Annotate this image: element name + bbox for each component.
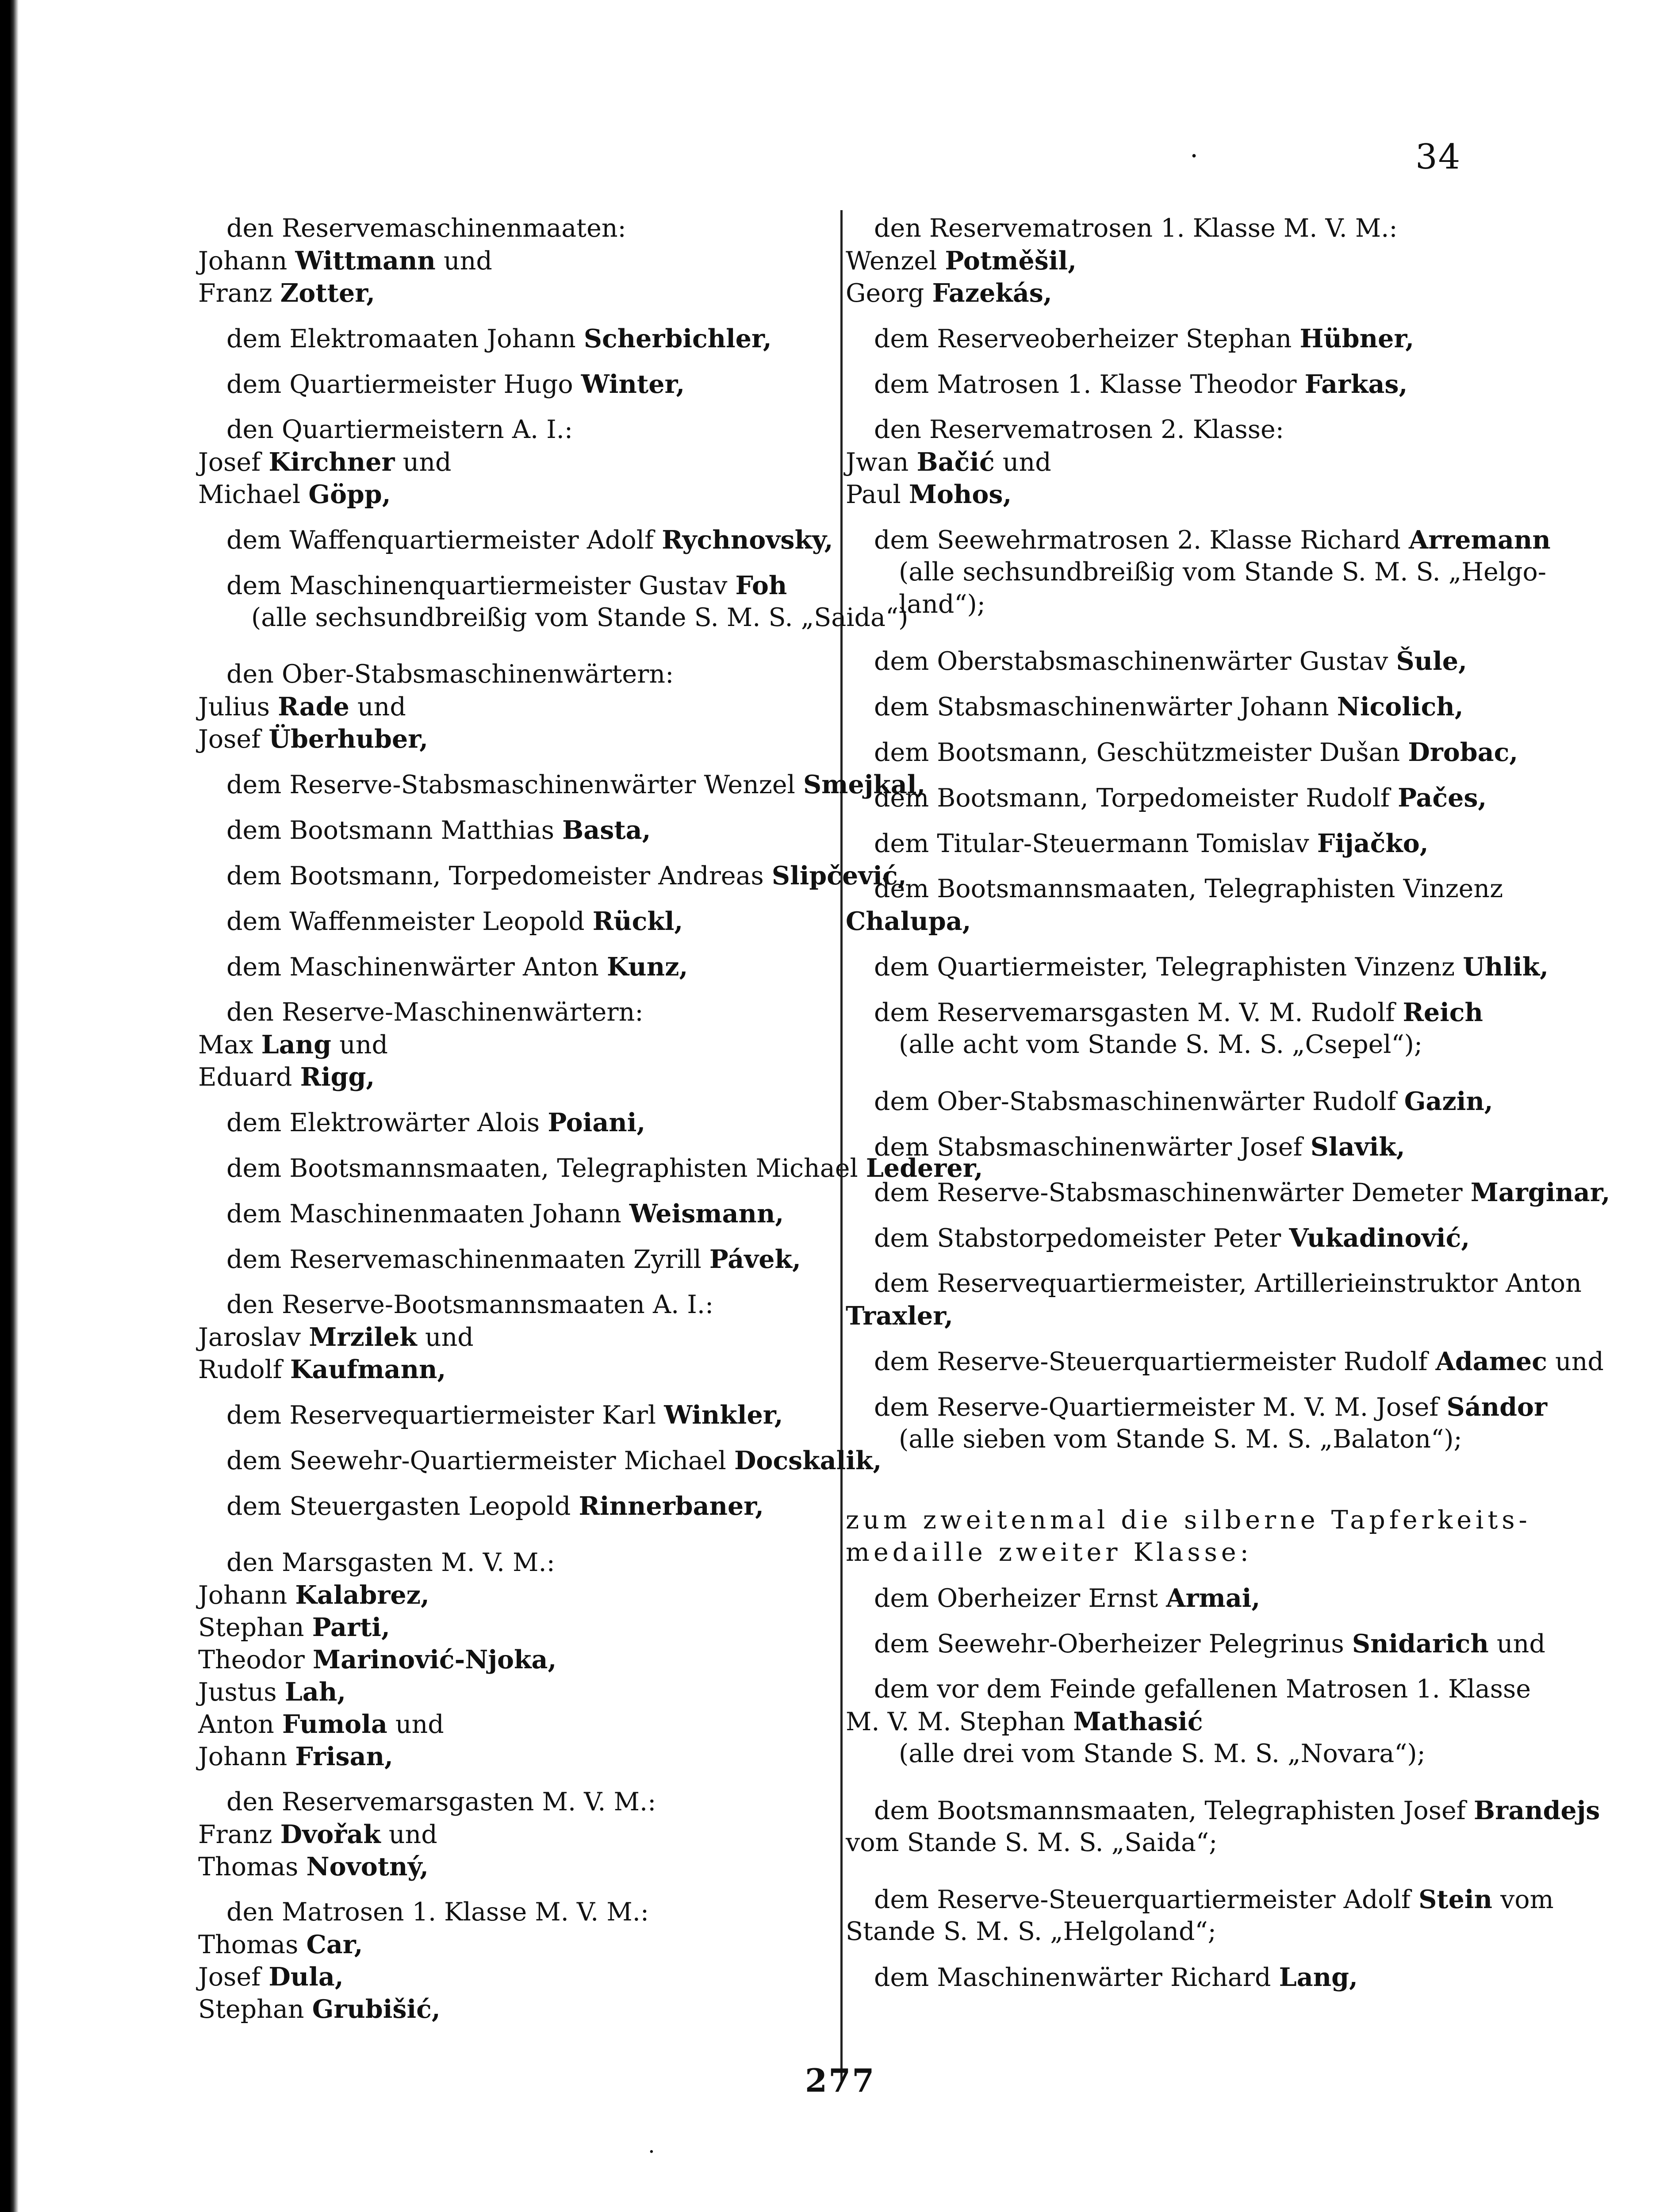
text-line: dem Stabsmaschinenwärter Josef Slavik, (874, 1132, 1405, 1162)
text-line: dem Titular-Steuermann Tomislav Fijačko, (874, 829, 1429, 858)
text-line: (alle acht vom Stande S. M. S. „Csepel“); (899, 1030, 1423, 1059)
text-line: den Reservematrosen 1. Klasse M. V. M.: (874, 214, 1398, 243)
text-line: Theodor Marinović-Njoka, (198, 1645, 557, 1674)
text-line: Eduard Rigg, (198, 1062, 375, 1092)
column-divider (840, 210, 843, 2081)
text-line: Josef Dula, (198, 1962, 344, 1992)
text-line: Jaroslav Mrzilek und (198, 1322, 474, 1352)
text-line: dem Bootsmannsmaaten, Telegraphisten Michael Lederer, (226, 1153, 983, 1183)
text-line: dem Waffenmeister Leopold Rückl, (226, 906, 683, 936)
text-line: dem Maschinenwärter Richard Lang, (874, 1962, 1358, 1992)
text-line: Paul Mohos, (846, 480, 1012, 509)
text-line: dem Reservequartiermeister, Artillerieinstruktor Anton (874, 1269, 1582, 1298)
text-line: den Reserve-Bootsmannsmaaten A. I.: (226, 1290, 714, 1319)
text-line: Johann Wittmann und (198, 246, 492, 276)
text-line: dem vor dem Feinde gefallenen Matrosen 1. Klasse (874, 1674, 1531, 1704)
scan-edge-shadow (0, 0, 19, 2212)
text-line: dem Bootsmann, Torpedomeister Rudolf Pačes, (874, 783, 1487, 813)
text-line: Justus Lah, (198, 1677, 346, 1707)
text-line: Franz Zotter, (198, 278, 375, 308)
text-line: dem Maschinenwärter Anton Kunz, (226, 952, 688, 982)
text-line: den Quartiermeistern A. I.: (226, 415, 573, 444)
text-line: dem Reservemarsgasten M. V. M. Rudolf Reich (874, 998, 1483, 1027)
text-line: dem Stabsmaschinenwärter Johann Nicolich, (874, 692, 1464, 722)
text-line: M. V. M. Stephan Mathasić (846, 1707, 1203, 1736)
text-line: Stande S. M. S. „Helgoland“; (846, 1917, 1216, 1946)
text-line: dem Bootsmann, Geschützmeister Dušan Drobac, (874, 737, 1518, 767)
text-line: dem Bootsmannsmaaten, Telegraphisten Josef Brandejs (874, 1796, 1600, 1825)
text-line: land“); (899, 590, 985, 619)
text-line: dem Bootsmann Matthias Basta, (226, 815, 651, 845)
text-line: (alle sechsundbreißig vom Stande S. M. S. „Saida“) (251, 603, 908, 632)
text-line: dem Reserve-Quartiermeister M. V. M. Josef Sándor (874, 1392, 1547, 1422)
text-line: dem Oberheizer Ernst Armai, (874, 1583, 1261, 1613)
text-line: dem Quartiermeister Hugo Winter, (226, 369, 685, 399)
text-line: Thomas Novotný, (198, 1852, 429, 1882)
text-line: dem Reserve-Steuerquartiermeister Rudolf Adamec und (874, 1347, 1604, 1376)
text-line: dem Quartiermeister, Telegraphisten Vinzenz Uhlik, (874, 952, 1549, 982)
speck: . (648, 2132, 655, 2158)
text-line: Johann Frisan, (198, 1742, 393, 1771)
text-line: Rudolf Kaufmann, (198, 1355, 446, 1384)
text-line: Max Lang und (198, 1030, 388, 1060)
text-line: Stephan Parti, (198, 1613, 390, 1642)
text-line: dem Oberstabsmaschinenwärter Gustav Šule, (874, 646, 1467, 676)
text-line: Michael Göpp, (198, 480, 391, 509)
text-line: dem Seewehrmatrosen 2. Klasse Richard Arremann (874, 525, 1551, 555)
text-line: den Reservemaschinenmaaten: (226, 214, 626, 243)
text-line: dem Maschinenquartiermeister Gustav Foh (226, 571, 787, 600)
text-line: den Reservematrosen 2. Klasse: (874, 415, 1284, 444)
text-line: Franz Dvořak und (198, 1820, 437, 1849)
text-line: Stephan Grubišić, (198, 1994, 441, 2024)
page-number-top: 34 (1415, 137, 1461, 177)
text-line: vom Stande S. M. S. „Saida“; (846, 1828, 1218, 1857)
text-line: dem Reservemaschinenmaaten Zyrill Pávek, (226, 1244, 801, 1274)
text-line: (alle drei vom Stande S. M. S. „Novara“); (899, 1739, 1426, 1768)
text-line: dem Stabstorpedomeister Peter Vukadinović, (874, 1223, 1470, 1253)
page-number-bottom: 277 (805, 2062, 876, 2099)
text-line: den Reservemarsgasten M. V. M.: (226, 1787, 656, 1816)
text-line: dem Bootsmannsmaaten, Telegraphisten Vinzenz (874, 874, 1503, 903)
text-line: Thomas Car, (198, 1930, 363, 1959)
text-line: dem Reserve-Stabsmaschinenwärter Demeter Marginar, (874, 1178, 1610, 1207)
section-heading: medaille zweiter Klasse: (846, 1538, 1253, 1567)
text-line: dem Elektrowärter Alois Poiani, (226, 1108, 646, 1137)
text-line: dem Ober-Stabsmaschinenwärter Rudolf Gazin, (874, 1087, 1493, 1116)
text-line: Wenzel Potměšil, (846, 246, 1077, 276)
text-line: Anton Fumola und (198, 1709, 444, 1739)
text-line: dem Maschinenmaaten Johann Weismann, (226, 1199, 784, 1229)
speck: . (1190, 133, 1199, 164)
text-line: den Marsgasten M. V. M.: (226, 1548, 555, 1577)
text-line: (alle sieben vom Stande S. M. S. „Balaton“); (899, 1425, 1462, 1454)
text-line: Josef Überhuber, (198, 724, 428, 754)
text-line: Georg Fazekás, (846, 278, 1052, 308)
text-line: (alle sechsundbreißig vom Stande S. M. S. „Helgo- (899, 557, 1546, 587)
text-line: dem Seewehr-Oberheizer Pelegrinus Snidarich und (874, 1629, 1545, 1659)
text-line: Julius Rade und (198, 692, 406, 722)
text-line: Jwan Bačić und (846, 447, 1051, 477)
text-line: den Ober-Stabsmaschinenwärtern: (226, 660, 674, 689)
text-line: den Reserve-Maschinenwärtern: (226, 998, 644, 1027)
text-line: dem Reserve-Stabsmaschinenwärter Wenzel Smejkal, (226, 770, 926, 799)
text-line: dem Seewehr-Quartiermeister Michael Docskalik, (226, 1446, 882, 1475)
text-line: Chalupa, (846, 906, 971, 936)
text-line: dem Reserveoberheizer Stephan Hübner, (874, 324, 1414, 353)
text-line: Traxler, (846, 1301, 953, 1331)
text-line: dem Bootsmann, Torpedomeister Andreas Slipčević, (226, 861, 907, 891)
section-heading: zum zweitenmal die silberne Tapferkeits- (846, 1505, 1531, 1535)
text-line: dem Steuergasten Leopold Rinnerbaner, (226, 1491, 764, 1521)
text-line: Josef Kirchner und (198, 447, 452, 477)
text-line: dem Elektromaaten Johann Scherbichler, (226, 324, 772, 353)
text-line: Johann Kalabrez, (198, 1580, 429, 1610)
right-column (846, 212, 1610, 1993)
text-line: dem Reserve-Steuerquartiermeister Adolf Stein vom (874, 1885, 1554, 1914)
text-line: dem Matrosen 1. Klasse Theodor Farkas, (874, 369, 1408, 399)
text-line: dem Waffenquartiermeister Adolf Rychnovsky, (226, 525, 833, 555)
text-line: den Matrosen 1. Klasse M. V. M.: (226, 1897, 649, 1927)
text-line: dem Reservequartiermeister Karl Winkler, (226, 1400, 783, 1430)
